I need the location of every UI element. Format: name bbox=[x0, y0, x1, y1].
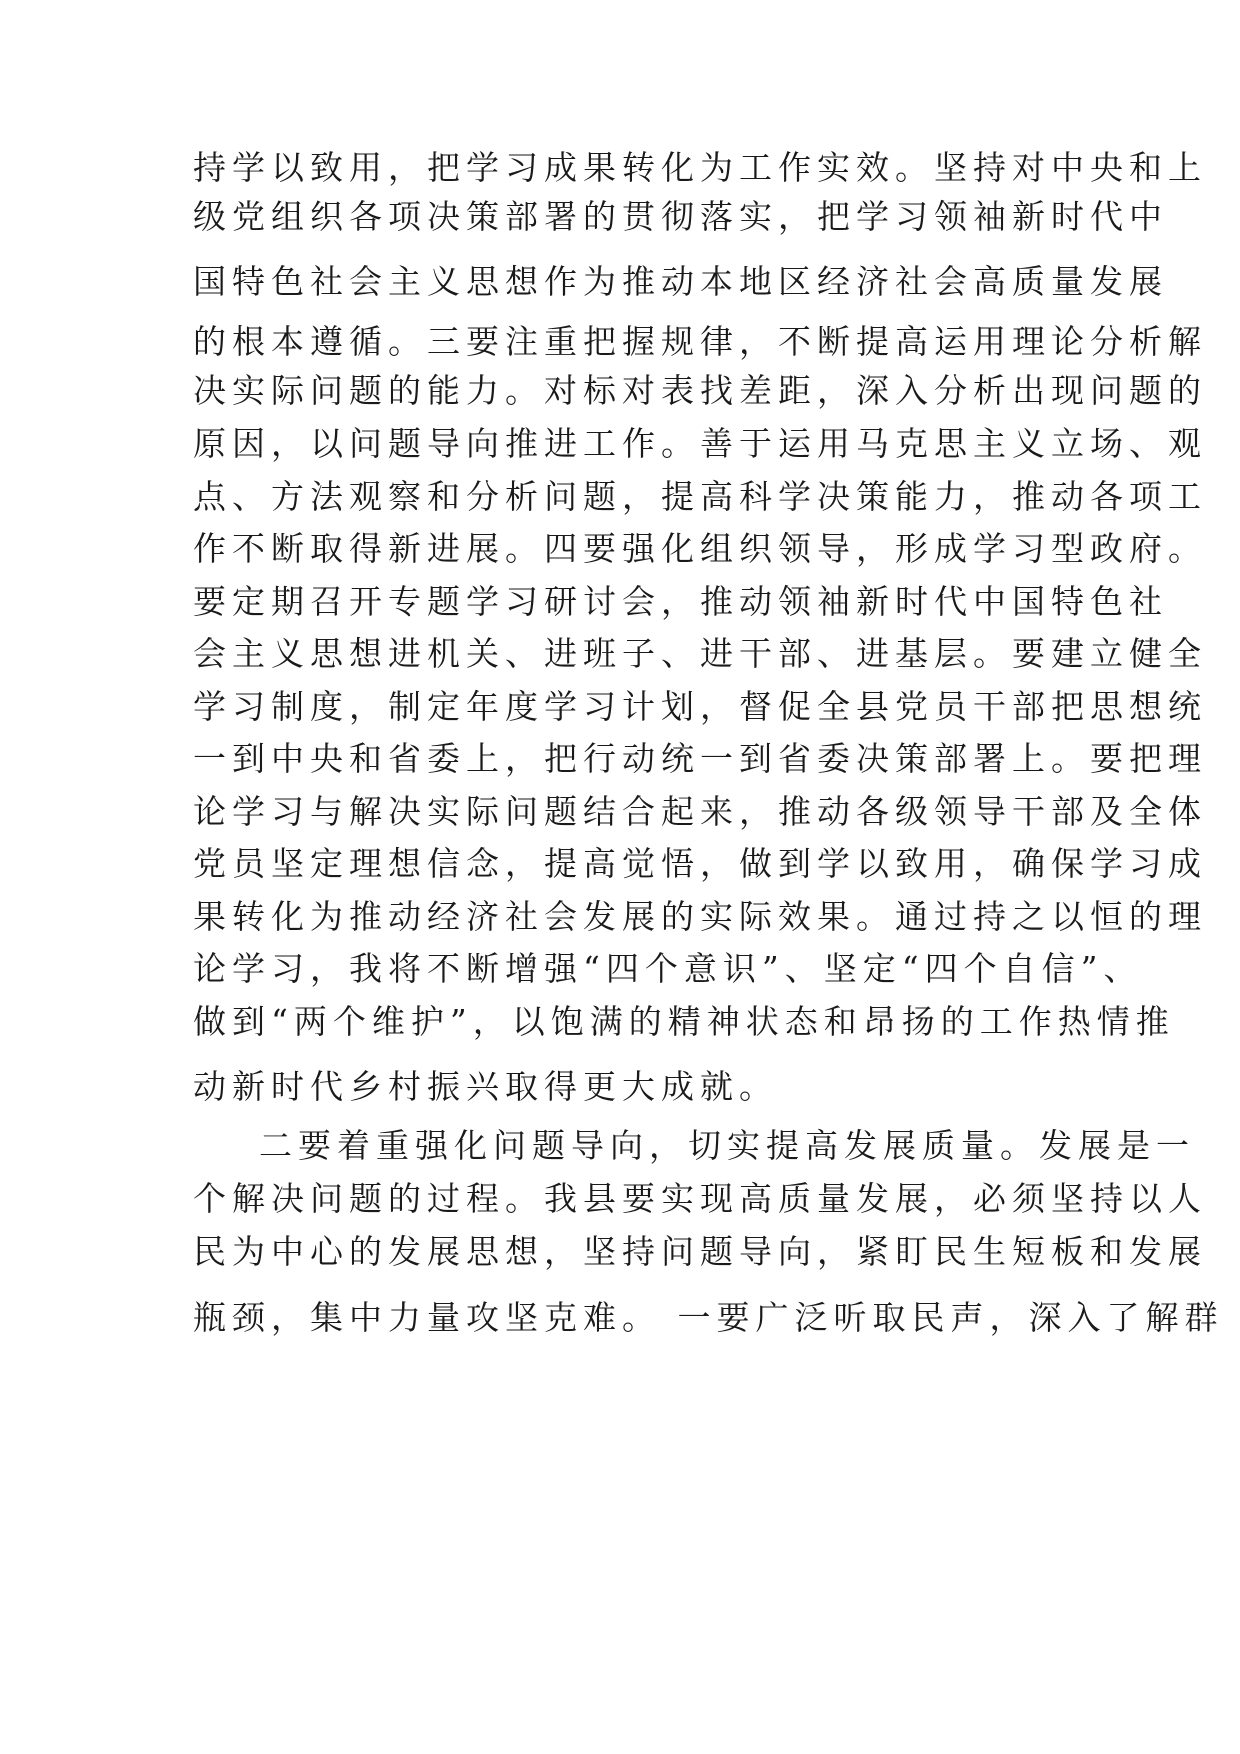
paragraph-first-line: 二要着重强化问题导向，切实提高发展质量。发展是一 bbox=[259, 1126, 1195, 1165]
text-line: 果转化为推动经济社会发展的实际效果。通过持之以恒的理 bbox=[193, 897, 1207, 936]
text-line: 原因，以问题导向推进工作。善于运用马克思主义立场、观 bbox=[193, 424, 1207, 463]
text-line: 国特色社会主义思想作为推动本地区经济社会高质量发展 bbox=[193, 262, 1168, 301]
text-line: 级党组织各项决策部署的贯彻落实，把学习领袖新时代中 bbox=[193, 197, 1168, 236]
text-line: 持学以致用，把学习成果转化为工作实效。坚持对中央和上 bbox=[193, 148, 1207, 187]
text-line: 一到中央和省委上，把行动统一到省委决策部署上。要把理 bbox=[193, 739, 1207, 778]
text-line: 民为中心的发展思想，坚持问题导向，紧盯民生短板和发展 bbox=[193, 1232, 1207, 1271]
text-line: 动新时代乡村振兴取得更大成就。 bbox=[193, 1067, 778, 1106]
text-line: 点、方法观察和分析问题，提高科学决策能力，推动各项工 bbox=[193, 477, 1207, 516]
text-line: 论学习与解决实际问题结合起来，推动各级领导干部及全体 bbox=[193, 792, 1207, 831]
text-line: 论学习，我将不断增强“四个意识”、坚定“四个自信”、 bbox=[193, 949, 1143, 988]
text-line: 决实际问题的能力。对标对表找差距，深入分析出现问题的 bbox=[193, 371, 1207, 410]
text-line: 瓶颈，集中力量攻坚克难。 一要广泛听取民声，深入了解群 bbox=[193, 1298, 1224, 1337]
text-line: 的根本遵循。三要注重把握规律，不断提高运用理论分析解 bbox=[193, 322, 1207, 361]
text-line: 个解决问题的过程。我县要实现高质量发展，必须坚持以人 bbox=[193, 1179, 1207, 1218]
text-line: 要定期召开专题学习研讨会，推动领袖新时代中国特色社 bbox=[193, 582, 1168, 621]
text-line: 会主义思想进机关、进班子、进干部、进基层。要建立健全 bbox=[193, 634, 1207, 673]
text-line: 党员坚定理想信念，提高觉悟，做到学以致用，确保学习成 bbox=[193, 844, 1207, 883]
text-line: 做到“两个维护”，以饱满的精神状态和昂扬的工作热情推 bbox=[193, 1002, 1175, 1041]
text-line: 作不断取得新进展。四要强化组织领导，形成学习型政府。 bbox=[193, 529, 1207, 568]
text-line: 学习制度，制定年度学习计划，督促全县党员干部把思想统 bbox=[193, 687, 1207, 726]
